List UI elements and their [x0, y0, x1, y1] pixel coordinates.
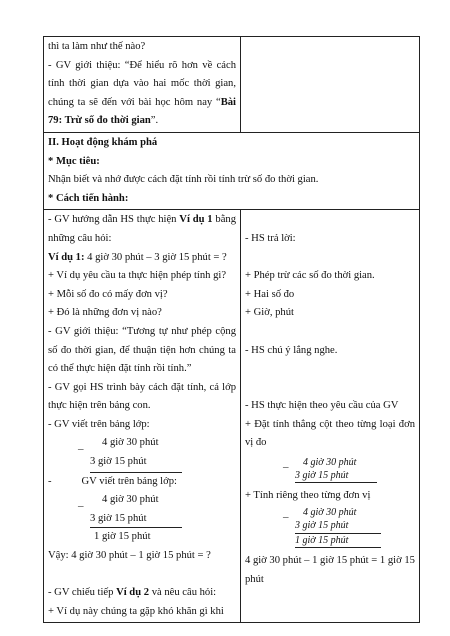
gv-write-1: - GV viết trên bảng lớp: — [48, 418, 150, 430]
subtrahend: 3 giờ 15 phút — [295, 469, 377, 483]
goal-label: * Mục tiêu: — [48, 155, 100, 167]
column-subtraction-2 — [78, 491, 182, 547]
gv-write-2 — [48, 473, 236, 492]
intro-a: - GV hướng dẫn HS thực hiện — [48, 214, 180, 226]
lesson-title: Bài 79: Trừ số đo thời gian — [48, 96, 236, 127]
table-row — [44, 37, 420, 133]
difference: 1 giờ 15 phút — [295, 534, 381, 549]
gv-write-2-text: GV viết trên bảng lớp: — [81, 475, 177, 487]
minus-sign: _ — [283, 506, 289, 519]
gv-intro-text: - GV giới thiệu: “Để hiểu rõ hơn về cách tính thời gian dựa vào hai mốc thời gian, chúng ta sẽ đến với bài học hôm nay “ — [48, 59, 236, 108]
gv-call: - GV gọi HS trình bày cách đặt tính, cả lớp thực hiện trên bảng con. — [48, 381, 236, 412]
hs-listen: - HS chú ý lắng nghe. — [245, 344, 338, 356]
ex2-c: và nêu câu hỏi: — [149, 587, 217, 599]
dash: - — [48, 475, 52, 487]
process-label: * Cách tiến hành: — [48, 192, 129, 204]
right-subtraction-1 — [283, 456, 377, 483]
main-right-cell — [241, 210, 420, 623]
subtrahend: 3 giờ 15 phút — [90, 510, 182, 529]
so-line: Vậy: 4 giờ 30 phút – 1 giờ 15 phút = ? — [48, 550, 211, 562]
example-1-text: 4 giờ 30 phút – 3 giờ 15 phút = ? — [84, 251, 227, 263]
spacer — [48, 566, 236, 585]
minus-sign: _ — [283, 457, 289, 470]
subtrahend: 3 giờ 15 phút — [90, 456, 147, 468]
table-row — [44, 132, 420, 209]
minuend: 4 giờ 30 phút — [303, 457, 357, 469]
example-2-line — [48, 584, 236, 603]
section-cell — [44, 132, 420, 209]
intro-line — [48, 211, 236, 248]
example-2-question: + Ví dụ này chúng ta gặp khó khăn gì khi — [48, 605, 224, 617]
example-1-label: Ví dụ 1: — [48, 251, 85, 263]
minus-sign: _ — [78, 496, 84, 509]
ex2-b: Ví dụ 2 — [116, 587, 150, 599]
goal-text: Nhận biết và nhớ được cách đặt tính rồi tính trừ số đo thời gian. — [48, 174, 319, 186]
gv-introduction: - GV giới thiệu: “Tương tự như phép cộng số đo thời gian, để thuận tiện hơn chúng ta có thể thực hiện đặt tính rồi tính.” — [48, 325, 236, 375]
section-heading: II. Hoạt động khám phá — [48, 136, 158, 148]
question-3: + Đó là những đơn vị nào? — [48, 307, 162, 319]
right-subtraction-2 — [283, 506, 381, 549]
hs-answer: - HS trả lời: — [245, 232, 296, 244]
separate-text: + Tính riêng theo từng đơn vị — [245, 490, 371, 502]
hs-follow: - HS thực hiện theo yêu cầu của GV — [245, 400, 399, 412]
lesson-plan-table — [43, 36, 420, 623]
spacer — [245, 379, 415, 398]
intro-question: thì ta làm như thế nào? — [48, 41, 146, 52]
column-subtraction-1 — [78, 434, 182, 472]
answer-2: + Hai số đo — [245, 288, 295, 300]
minuend: 4 giờ 30 phút — [102, 494, 159, 506]
minuend: 4 giờ 30 phút — [102, 437, 159, 449]
result-line: 4 giờ 30 phút – 1 giờ 15 phút = 1 giờ 15 phút — [245, 555, 415, 585]
spacer — [245, 360, 415, 379]
subtrahend: 3 giờ 15 phút — [295, 519, 381, 534]
question-1: + Ví dụ yêu cầu ta thực hiện phép tính gì? — [48, 270, 227, 282]
top-right-cell — [241, 37, 420, 133]
example-1-line — [48, 249, 236, 268]
result-bar — [90, 472, 182, 473]
main-left-cell — [44, 210, 241, 623]
column-text: + Đặt tính thẳng cột theo từng loại đơn vị đo — [245, 418, 415, 449]
minuend: 4 giờ 30 phút — [303, 506, 357, 518]
intro-b: Ví dụ 1 — [179, 214, 213, 226]
answer-1: + Phép trừ các số đo thời gian. — [245, 270, 375, 282]
spacer — [245, 211, 415, 230]
question-2: + Mỗi số đo có mấy đơn vị? — [48, 288, 168, 300]
ex2-a: - GV chiếu tiếp — [48, 587, 117, 599]
top-left-cell — [44, 37, 241, 133]
answer-3: + Giờ, phút — [245, 307, 294, 319]
difference: 1 giờ 15 phút — [94, 531, 151, 543]
spacer — [245, 249, 415, 268]
minus-sign: _ — [78, 439, 84, 452]
spacer — [245, 323, 415, 342]
closing-quote: ”. — [150, 115, 159, 127]
intro-c: bằng những câu hỏi: — [48, 214, 236, 244]
table-row — [44, 210, 420, 623]
